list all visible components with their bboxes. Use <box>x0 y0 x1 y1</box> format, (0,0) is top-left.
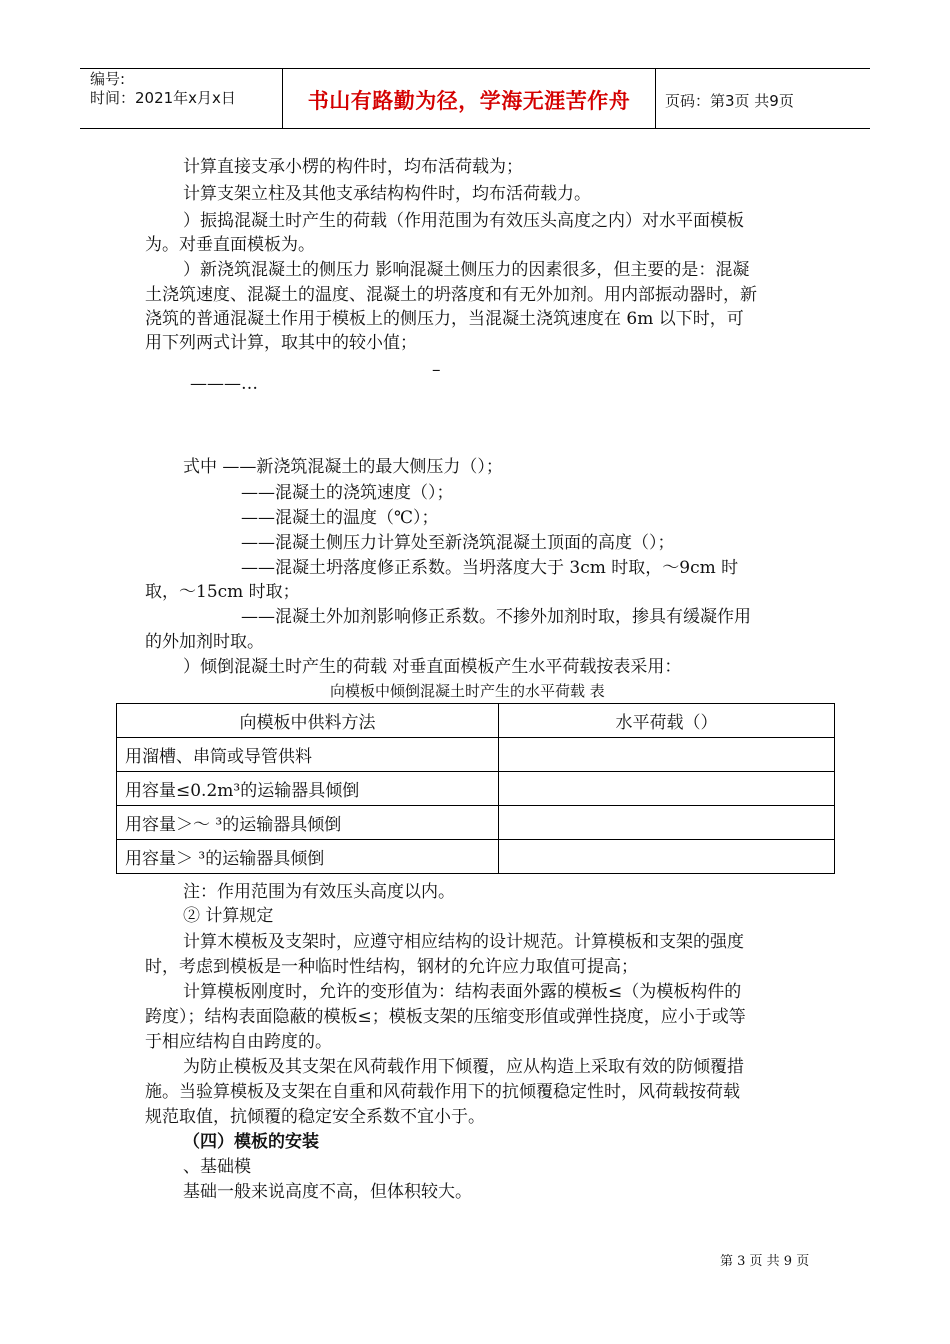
body-line: 施。当验算模板及支架在自重和风荷载作用下的抗倾覆稳定性时，风荷载按荷载 <box>145 1082 740 1102</box>
body-line: 计算直接支承小楞的构件时，均布活荷载为； <box>183 157 523 177</box>
body-line: ）新浇筑混凝土的侧压力 影响混凝土侧压力的因素很多，但主要的是：混凝 <box>183 260 750 280</box>
section-line: ② 计算规定 <box>183 906 274 926</box>
header-meta <box>90 70 236 108</box>
body-line: 于相应结构自由跨度的。 <box>145 1032 332 1052</box>
header-motto: 书山有路勤为径，学海无涯苦作舟 <box>307 89 631 113</box>
body-line: 计算模板刚度时，允许的变形值为：结构表面外露的模板≤（为模板构件的 <box>183 982 742 1002</box>
table-row <box>117 772 835 806</box>
header-top-rule <box>80 68 870 69</box>
body-line: 跨度）；结构表面隐蔽的模板≤；模板支架的压缩变形值或弹性挠度，应小于或等 <box>145 1007 746 1027</box>
legend-line: ——混凝土的浇筑速度（）； <box>241 483 454 503</box>
body-line: 浇筑的普通混凝土作用于模板上的侧压力，当混凝土浇筑速度在 6m 以下时，可 <box>145 309 744 329</box>
header-divider-2 <box>655 68 656 129</box>
body-line: 时，考虑到模板是一种临时性结构，钢材的允许应力取值可提高； <box>145 957 638 977</box>
table-cell: 用容量＞～ ³的运输器具倾倒 <box>117 806 499 840</box>
legend-line: ——混凝土外加剂影响修正系数。不掺外加剂时取，掺具有缓凝作用 <box>241 607 751 627</box>
legend-line: ——混凝土侧压力计算处至新浇筑混凝土顶面的高度（）； <box>241 533 675 553</box>
legend-line: 取，～15cm 时取； <box>145 582 300 602</box>
table-cell: 用容量≤0.2m³的运输器具倾倒 <box>117 772 499 806</box>
body-line: 基础一般来说高度不高，但体积较大。 <box>183 1182 472 1202</box>
table-row <box>117 840 835 874</box>
legend-line: 式中 ——新浇筑混凝土的最大侧压力（）； <box>183 457 503 477</box>
body-line: 计算支架立柱及其他支承结构构件时，均布活荷载力。 <box>183 184 591 204</box>
table-cell: 用容量＞ ³的运输器具倾倒 <box>117 840 499 874</box>
body-line: 规范取值，抗倾覆的稳定安全系数不宜小于。 <box>145 1107 485 1127</box>
body-line: 为防止模板及其支架在风荷载作用下倾覆，应从构造上采取有效的防倾覆措 <box>183 1057 744 1077</box>
table-cell: 用溜槽、串筒或导管供料 <box>117 738 499 772</box>
serial-label: 编号: <box>90 70 126 88</box>
formula-dash: – <box>432 360 441 380</box>
table-header-row <box>117 704 835 738</box>
body-line: 为。对垂直面模板为。 <box>145 235 315 255</box>
section-heading: （四）模板的安装 <box>183 1132 319 1152</box>
table-cell <box>499 806 835 840</box>
date-label: 时间：2021年x月x日 <box>90 89 236 107</box>
body-line: 用下列两式计算，取其中的较小值； <box>145 333 417 353</box>
footer-page-number: 第 3 页 共 9 页 <box>720 1254 810 1269</box>
table-caption: 向模板中倾倒混凝土时产生的水平荷载 表 <box>330 682 605 700</box>
table-row <box>117 738 835 772</box>
legend-line: ——混凝土坍落度修正系数。当坍落度大于 3cm 时取，～9cm 时 <box>241 558 739 578</box>
table-header-cell: 向模板中供料方法 <box>117 704 499 738</box>
header-page-label: 页码：第3页 共9页 <box>665 92 794 110</box>
header-bottom-rule <box>80 128 870 129</box>
body-line: 土浇筑速度、混凝土的温度、混凝土的坍落度和有无外加剂。用内部振动器时，新 <box>145 285 757 305</box>
table-cell <box>499 738 835 772</box>
table-header-cell: 水平荷载（） <box>499 704 835 738</box>
body-line: ）振捣混凝土时产生的荷载（作用范围为有效压头高度之内）对水平面模板 <box>183 211 744 231</box>
subsection-heading: 、基础模 <box>183 1157 251 1177</box>
table-cell <box>499 840 835 874</box>
note-line: 注：作用范围为有效压头高度以内。 <box>183 882 455 902</box>
legend-line: ——混凝土的温度（℃）； <box>241 508 439 528</box>
body-line: 计算木模板及支架时，应遵守相应结构的设计规范。计算模板和支架的强度 <box>183 932 744 952</box>
legend-line: ）倾倒混凝土时产生的荷载 对垂直面模板产生水平荷载按表采用： <box>183 657 682 677</box>
load-table <box>116 703 835 874</box>
legend-line: 的外加剂时取。 <box>145 632 264 652</box>
table-cell <box>499 772 835 806</box>
table-row <box>117 806 835 840</box>
formula-fraction: ———… <box>190 374 258 394</box>
